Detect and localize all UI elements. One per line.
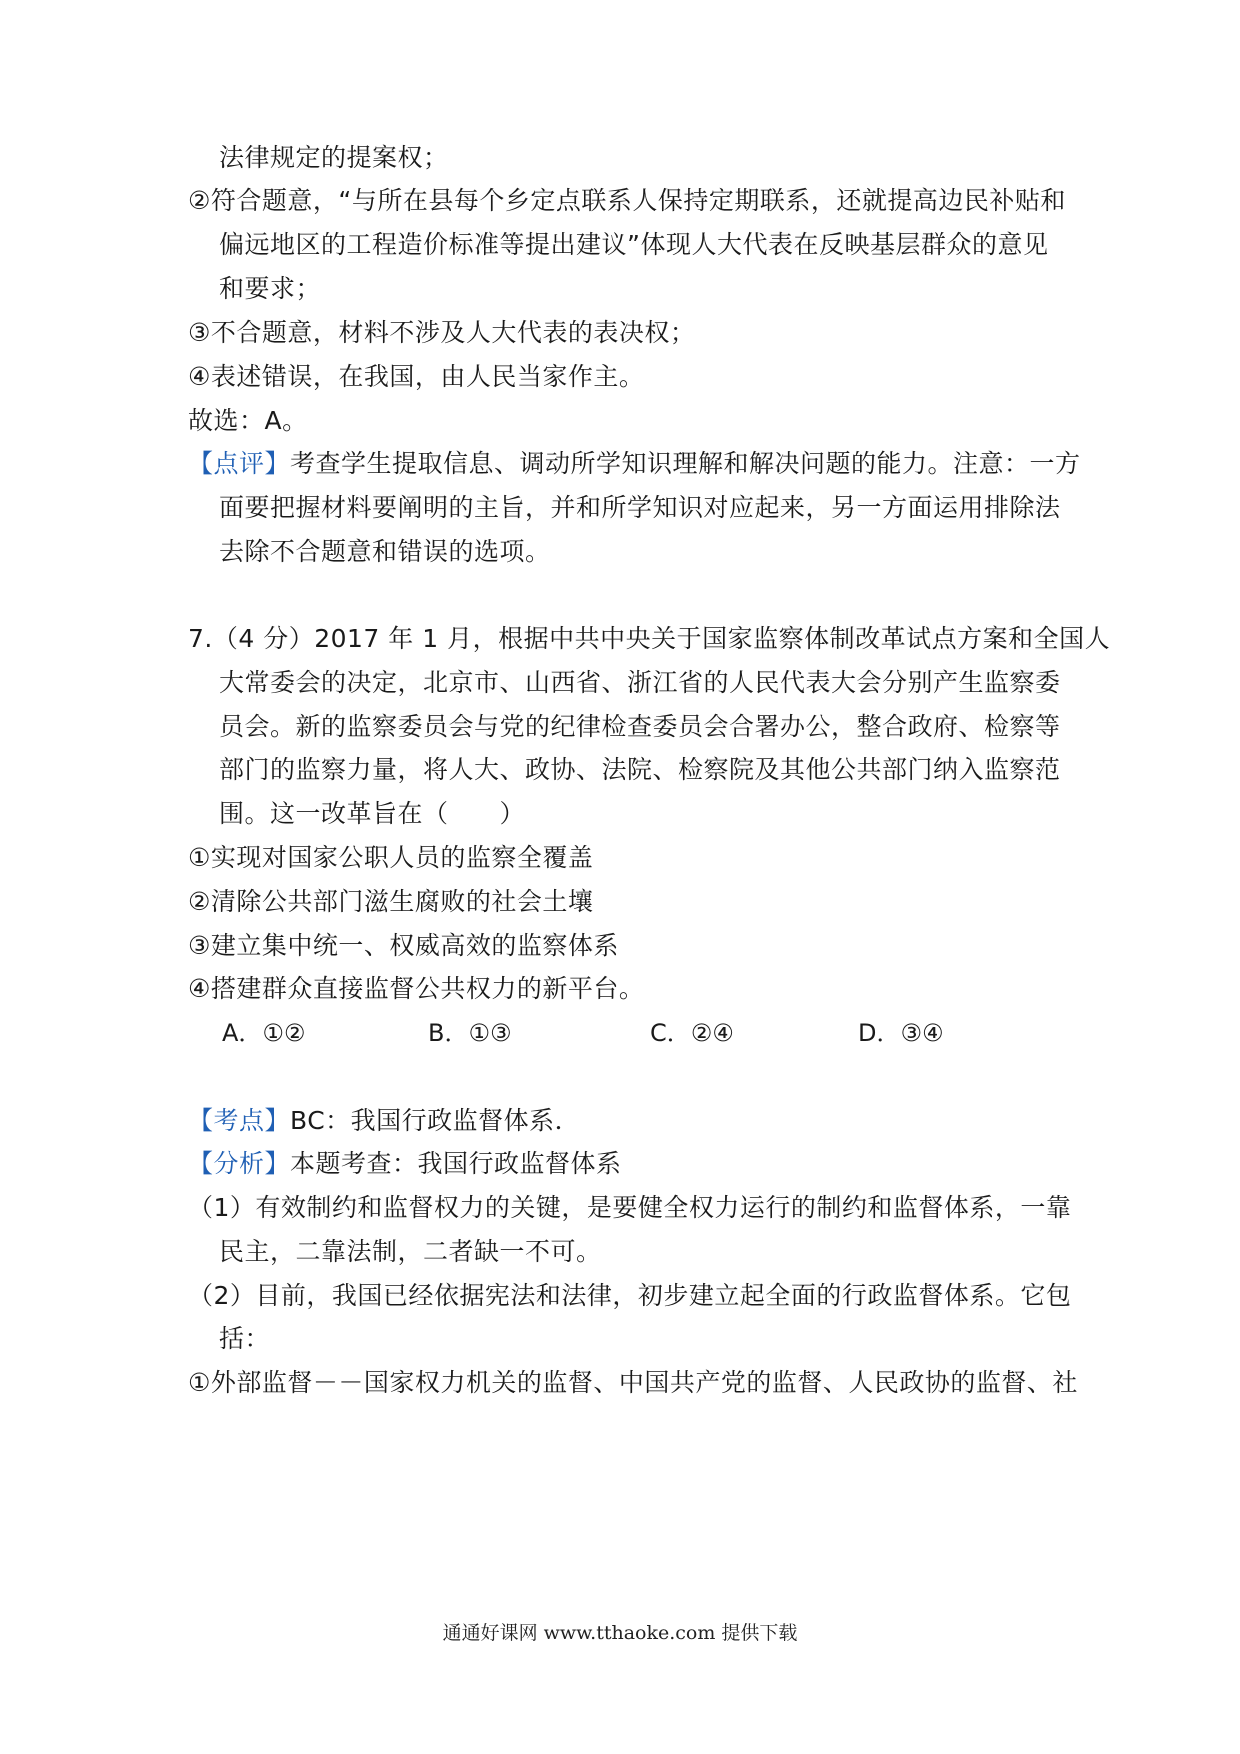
analysis-line [188, 1147, 622, 1181]
text-line: 面要把握材料要阐明的主旨，并和所学知识对应起来，另一方面运用排除法 [219, 493, 1061, 522]
text-line: 和要求； [219, 274, 322, 303]
text-line: ③不合题意，材料不涉及人大代表的表决权； [188, 318, 696, 347]
comment-text: 考查学生提取信息、调动所学知识理解和解决问题的能力。注意：一方 [290, 449, 1081, 478]
option-c: C．②④ [650, 1019, 734, 1047]
text-line: 偏远地区的工程造价标准等提出建议”体现人大代表在反映基层群众的意见 [219, 230, 1049, 259]
statement-item: ①实现对国家公职人员的监察全覆盖 [188, 843, 594, 872]
question-stem: 员会。新的监察委员会与党的纪律检查委员会合署办公，整合政府、检察等 [219, 712, 1061, 741]
question-stem: 7.（4 分）2017 年 1 月，根据中共中央关于国家监察体制改革试点方案和全国人 [188, 624, 1111, 653]
option-d: D．③④ [858, 1019, 944, 1047]
knowledge-point-text: BC：我国行政监督体系． [290, 1106, 581, 1135]
question-stem: 部门的监察力量，将人大、政协、法院、检察院及其他公共部门纳入监察范 [219, 755, 1061, 784]
analysis-text: 本题考查：我国行政监督体系 [290, 1149, 622, 1178]
text-line: （2）目前，我国已经依据宪法和法律，初步建立起全面的行政监督体系。它包 [188, 1281, 1072, 1310]
knowledge-point-tag: 【考点】 [188, 1106, 291, 1135]
comment-line [188, 447, 1081, 481]
text-line: ①外部监督－－国家权力机关的监督、中国共产党的监督、人民政协的监督、社 [188, 1368, 1078, 1397]
text-line: （1）有效制约和监督权力的关键，是要健全权力运行的制约和监督体系，一靠 [188, 1193, 1072, 1222]
text-line: ④表述错误，在我国，由人民当家作主。 [188, 362, 645, 391]
statement-item: ②清除公共部门滋生腐败的社会土壤 [188, 887, 594, 916]
text-line: 括： [219, 1324, 271, 1353]
question-stem: 大常委会的决定，北京市、山西省、浙江省的人民代表大会分别产生监察委 [219, 668, 1061, 697]
text-line: 去除不合题意和错误的选项。 [219, 537, 551, 566]
option-b: B．①③ [428, 1019, 512, 1047]
question-stem: 围。这一改革旨在（ ） [219, 799, 526, 828]
answer-line: 故选：A。 [188, 406, 308, 435]
knowledge-point-line [188, 1104, 580, 1138]
comment-tag: 【点评】 [188, 449, 291, 478]
option-a: A．①② [222, 1019, 306, 1047]
analysis-tag: 【分析】 [188, 1149, 291, 1178]
statement-item: ③建立集中统一、权威高效的监察体系 [188, 931, 619, 960]
text-line: 民主，二靠法制，二者缺一不可。 [219, 1237, 602, 1266]
page-footer: 通通好课网 www.tthaoke.com 提供下载 [442, 1622, 798, 1644]
text-line: ②符合题意，“与所在县每个乡定点联系人保持定期联系，还就提高边民补贴和 [188, 186, 1066, 215]
statement-item: ④搭建群众直接监督公共权力的新平台。 [188, 974, 645, 1003]
text-line: 法律规定的提案权； [219, 143, 449, 172]
